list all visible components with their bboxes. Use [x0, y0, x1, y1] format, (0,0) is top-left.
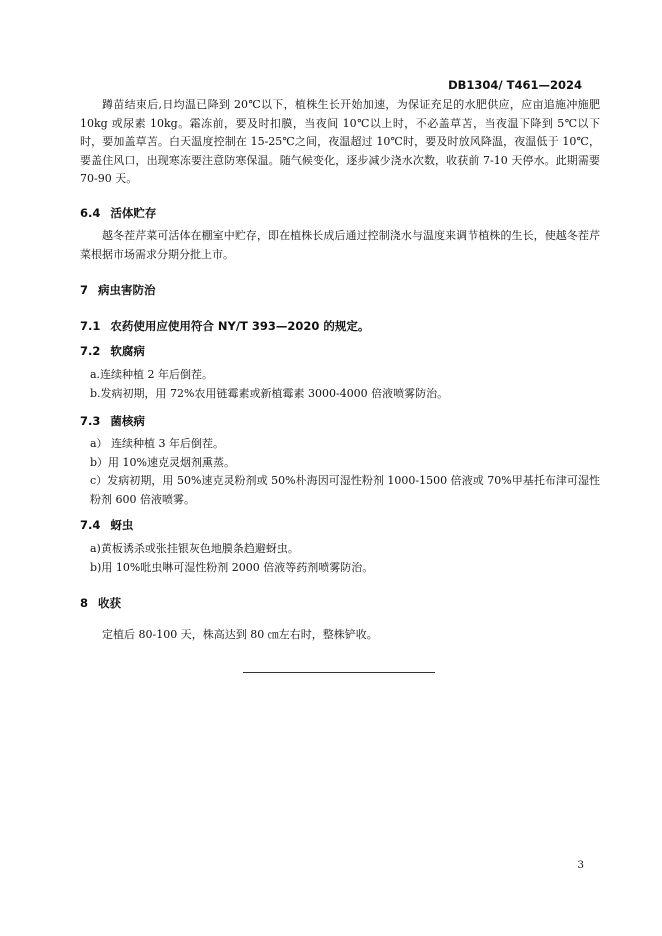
section-title: 菌核病 — [110, 414, 145, 428]
section-number: 7.4 — [80, 518, 101, 532]
list-item: b.发病初期，用 72%农用链霉素或新植霉素 3000-4000 倍液喷雾防治。 — [90, 386, 449, 400]
section-7-2-heading — [80, 343, 145, 359]
list-item: b）用 10%速克灵烟剂熏蒸。 — [90, 455, 235, 469]
section-title: 收获 — [98, 596, 122, 610]
section-number: 6.4 — [80, 206, 101, 220]
list-item: a） 连续种植 3 年后倒茬。 — [90, 437, 225, 450]
section-number: 8 — [80, 596, 89, 610]
section-number: 7 — [80, 283, 89, 297]
end-rule — [243, 672, 435, 673]
section-7-heading — [80, 282, 156, 298]
section-7-3-list — [80, 435, 600, 509]
tillering-text: 蹲苗结束后,日均温已降到 20℃以下，植株生长开始加速，为保证充足的水肥供应，应亩追施冲施肥 10kg 或尿素 10kg。霜冻前，要及时扣膜，当夜间 10℃以上时，不必盖草苫，当夜温下降到 5℃以下时，要加盖草苫。白天温度控制在 15-25℃之间，夜温超过 10℃时，要及时放风降温，夜温低于 10℃，要盖住风口，出现寒冻要注意防寒保温。随气候变化，逐步减少浇水次数，收获前 7-10 天停水。此期需要 70-90 天。 — [80, 98, 600, 185]
harvest-paragraph — [80, 626, 600, 645]
harvest-text: 定植后 80-100 天，株高达到 80 ㎝左右时，整株铲收。 — [102, 628, 378, 641]
page-number: 3 — [577, 859, 584, 871]
tillering-paragraph — [80, 96, 600, 189]
section-7-4-list — [80, 540, 600, 577]
section-7-2-list — [80, 366, 600, 403]
section-7-1-heading — [80, 318, 369, 334]
section-number: 7.1 — [80, 319, 101, 333]
section-number: 7.3 — [80, 414, 101, 428]
list-item: b)用 10%吡虫啉可湿性粉剂 2000 倍液等药剂喷雾防治。 — [90, 560, 374, 574]
storage-paragraph — [80, 227, 600, 264]
list-item: a.连续种植 2 年后倒茬。 — [90, 368, 214, 381]
list-item: c）发病初期，用 50%速克灵粉剂或 50%朴海因可湿性粉剂 1000-1500 倍液或 70%甲基托布津可湿性粉剂 600 倍液喷雾。 — [90, 474, 600, 506]
document-code: DB1304/ T461—2024 — [448, 78, 582, 92]
section-8-heading — [80, 595, 121, 611]
section-6-4-heading — [80, 205, 156, 221]
section-7-3-heading — [80, 413, 145, 429]
section-title: 蚜虫 — [110, 518, 134, 532]
section-title: 病虫害防治 — [98, 283, 156, 297]
section-title: 活体贮存 — [110, 206, 157, 220]
section-title: 软腐病 — [110, 344, 145, 358]
section-title: 农药使用应使用符合 NY/T 393—2020 的规定。 — [110, 319, 370, 333]
section-7-4-heading — [80, 517, 133, 533]
storage-text: 越冬茬芹菜可活体在棚室中贮存，即在植株长成后通过控制浇水与温度来调节植株的生长，使越冬茬芹菜根据市场需求分期分批上市。 — [80, 229, 600, 261]
section-number: 7.2 — [80, 344, 101, 358]
list-item: a)黄板诱杀或张挂银灰色地膜条趋避蚜虫。 — [90, 542, 299, 555]
